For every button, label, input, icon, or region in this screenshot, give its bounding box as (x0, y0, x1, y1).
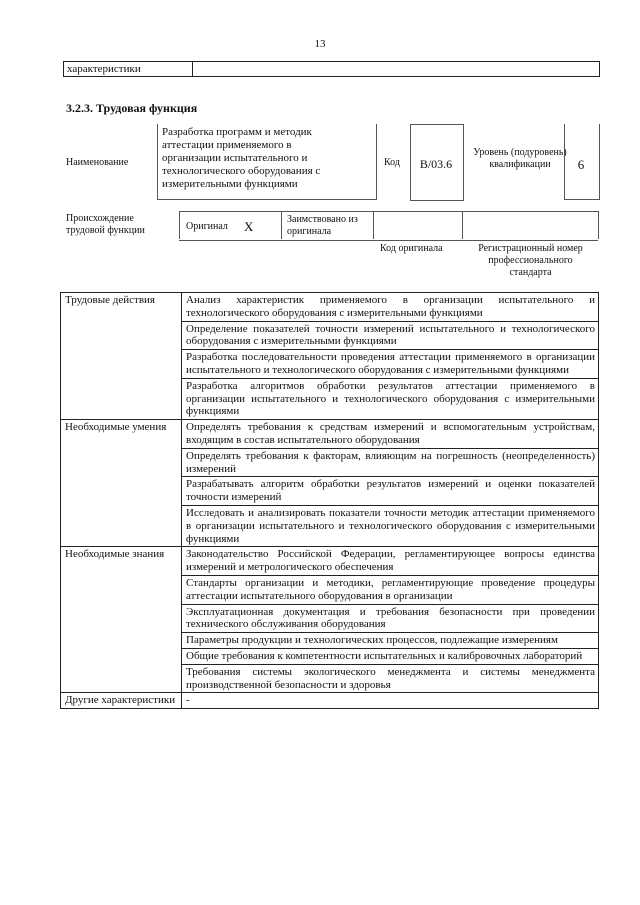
original-label: Оригинал (186, 221, 228, 232)
labor-action-item: Разработка последовательности проведения аттестации применяемого в организации испытательного и технологического оборудования с измерительными функциями (182, 350, 599, 379)
function-name-line: Разработка программ и методик (162, 126, 312, 138)
origin-divider (373, 211, 374, 239)
table-row (61, 293, 599, 322)
other-label: Другие характеристики (61, 693, 182, 709)
labor-action-item: Определение показателей точности измерений испытательного и технологического оборудования с измерительными функциями (182, 321, 599, 350)
labor-actions-label: Трудовые действия (61, 293, 182, 420)
origin-divider (598, 211, 599, 239)
code-label: Код (384, 157, 400, 168)
function-name-line: организации испытательного и (162, 152, 308, 164)
origin-divider (281, 211, 282, 239)
level-label: Уровень (подуровень) квалификации (473, 147, 567, 170)
labor-action-item: Разработка алгоритмов обработки результатов аттестации применяемого в организации испытательного и технологического оборудования с измерительными функциями (182, 378, 599, 419)
name-label: Наименование (66, 157, 129, 168)
knowledge-item: Требования системы экологического менеджмента и системы менеджмента производственной безопасности и здоровья (182, 664, 599, 693)
labor-action-item: Анализ характеристик применяемого в организации испытательного и технологического оборудования с измерительными функциями (182, 293, 599, 322)
skill-item: Исследовать и анализировать показатели точности методик аттестации применяемого в организации испытательного и технологического оборудования с измерительными функциями (182, 505, 599, 546)
knowledge-item: Стандарты организации и методики, регламентирующие проведение процедуры аттестации испытательного оборудования в организации (182, 575, 599, 604)
table-row (61, 693, 599, 709)
origin-label (66, 213, 145, 237)
code-original-label: Код оригинала (380, 243, 443, 254)
level-value: 6 (577, 157, 585, 172)
borrowed-label: Заимствовано из оригинала (287, 214, 358, 237)
function-name (162, 126, 372, 191)
reg-number-label: Регистрационный номер профессионального стандарта (478, 243, 583, 278)
skills-label: Необходимые умения (61, 420, 182, 547)
other-value: - (182, 693, 599, 709)
knowledge-label: Необходимые знания (61, 547, 182, 693)
section-title: 3.2.3. Трудовая функция (66, 101, 198, 115)
code-value: B/03.6 (419, 157, 453, 171)
knowledge-item: Эксплуатационная документация и требования безопасности при проведении технического обслуживания оборудования (182, 604, 599, 633)
skill-item: Разрабатывать алгоритм обработки результатов измерений и оценки показателей точности измерений (182, 477, 599, 506)
table-row (61, 547, 599, 576)
function-name-line: технологического оборудования с (162, 165, 321, 177)
origin-label-line: трудовой функции (66, 225, 145, 236)
top-row-label: характеристики (67, 63, 141, 75)
page-number: 13 (314, 38, 326, 50)
table-row (61, 420, 599, 449)
skill-item: Определять требования к факторам, влияющим на погрешность (неопределенность) измерений (182, 448, 599, 477)
knowledge-item: Общие требования к компетентности испытательных и калибровочных лабораторий (182, 648, 599, 664)
top-leftover-row (63, 61, 600, 77)
top-row-label-cell (64, 62, 193, 76)
function-table (60, 292, 599, 709)
origin-box (179, 211, 598, 241)
origin-label-line: Происхождение (66, 213, 134, 224)
original-mark: X (244, 219, 254, 234)
origin-divider (179, 211, 180, 239)
knowledge-item: Параметры продукции и технологических процессов, подлежащие измерениям (182, 633, 599, 649)
skill-item: Определять требования к средствам измерений и вспомогательным устройствам, входящим в состав испытательного оборудования (182, 420, 599, 449)
origin-divider (462, 211, 463, 239)
function-name-line: аттестации применяемого в (162, 139, 292, 151)
function-name-line: измерительными функциями (162, 178, 298, 190)
knowledge-item: Законодательство Российской Федерации, регламентирующее вопросы единства измерений и метрологического обеспечения (182, 547, 599, 576)
